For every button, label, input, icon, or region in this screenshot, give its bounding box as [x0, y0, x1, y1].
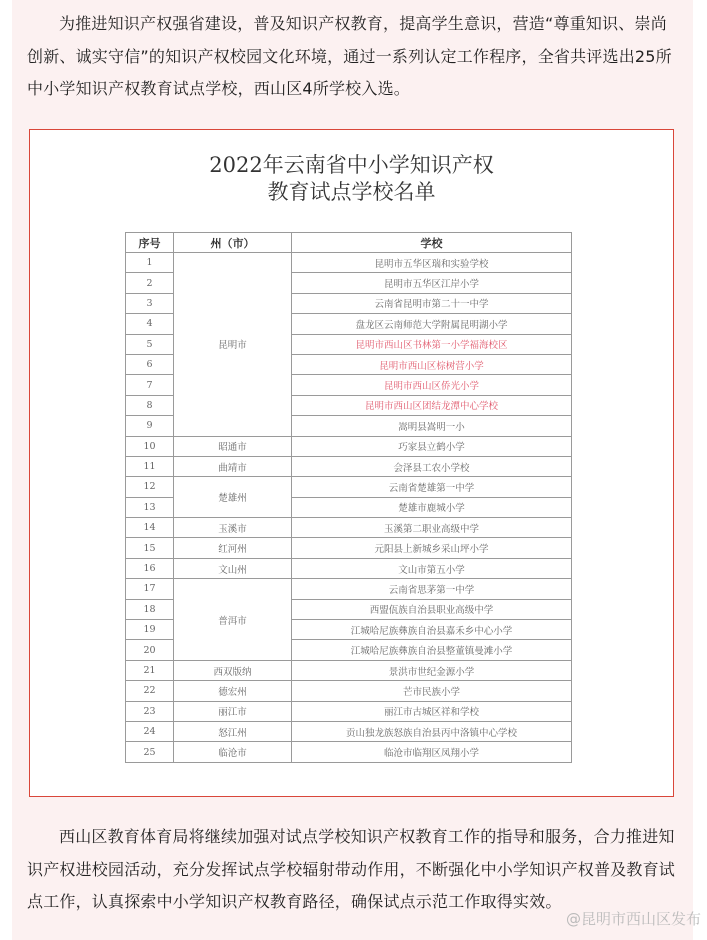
row-region: 昆明市: [174, 253, 292, 437]
row-school: 江城哈尼族彝族自治县嘉禾乡中心小学: [292, 620, 572, 640]
row-number: 1: [126, 253, 174, 273]
row-number: 17: [126, 579, 174, 599]
row-school: 元阳县上新城乡采山坪小学: [292, 538, 572, 558]
row-number: 8: [126, 395, 174, 415]
table-row: [126, 558, 572, 578]
row-number: 5: [126, 334, 174, 354]
row-number: 18: [126, 599, 174, 619]
table-row: [126, 660, 572, 680]
header-no: 序号: [126, 233, 174, 253]
row-school: 江城哈尼族彝族自治县整董镇曼滩小学: [292, 640, 572, 660]
table-row: [126, 477, 572, 497]
row-school: 云南省昆明市第二十一中学: [292, 293, 572, 313]
row-region: 临沧市: [174, 742, 292, 762]
row-school: 景洪市世纪金源小学: [292, 660, 572, 680]
row-number: 9: [126, 416, 174, 436]
row-number: 11: [126, 456, 174, 476]
row-region: 曲靖市: [174, 456, 292, 476]
row-number: 21: [126, 660, 174, 680]
row-region: 文山州: [174, 558, 292, 578]
document-image: [29, 129, 674, 797]
outro-paragraph: 西山区教育体育局将继续加强对试点学校知识产权教育工作的指导和服务，合力推进知识产权进校园活动，充分发挥试点学校辐射带动作用，不断强化中小学知识产权普及教育试点工作，认真探索中小学知识产权教育路径，确保试点示范工作取得实效。: [27, 827, 676, 911]
row-number: 7: [126, 375, 174, 395]
row-school: 盘龙区云南师范大学附属昆明湖小学: [292, 314, 572, 334]
row-school: 昆明市西山区侨光小学: [292, 375, 572, 395]
header-school: 学校: [292, 233, 572, 253]
row-number: 22: [126, 681, 174, 701]
table-row: [126, 742, 572, 762]
row-school: 丽江市古城区祥和学校: [292, 701, 572, 721]
row-number: 4: [126, 314, 174, 334]
row-number: 15: [126, 538, 174, 558]
row-region: 德宏州: [174, 681, 292, 701]
row-number: 3: [126, 293, 174, 313]
row-number: 13: [126, 497, 174, 517]
row-number: 25: [126, 742, 174, 762]
row-number: 2: [126, 273, 174, 293]
row-school: 嵩明县嵩明一小: [292, 416, 572, 436]
row-school: 玉溪第二职业高级中学: [292, 518, 572, 538]
table-row: [126, 681, 572, 701]
row-school: 昆明市五华区江岸小学: [292, 273, 572, 293]
intro-paragraph: 为推进知识产权强省建设，普及知识产权教育，提高学生意识，营造“尊重知识、崇尚创新、诚实守信”的知识产权校园文化环境，通过一系列认定工作程序，全省共评选出25所中小学知识产权教育试点学校，西山区4所学校入选。: [27, 14, 672, 98]
row-number: 12: [126, 477, 174, 497]
row-school: 昆明市西山区团结龙潭中心学校: [292, 395, 572, 415]
row-region: 红河州: [174, 538, 292, 558]
row-school: 昆明市西山区书林第一小学福海校区: [292, 334, 572, 354]
row-number: 24: [126, 721, 174, 741]
header-region: 州（市）: [174, 233, 292, 253]
row-region: 普洱市: [174, 579, 292, 661]
table-row: [126, 518, 572, 538]
row-school: 芒市民族小学: [292, 681, 572, 701]
row-school: 昆明市五华区瑞和实验学校: [292, 253, 572, 273]
row-school: 云南省楚雄第一中学: [292, 477, 572, 497]
row-school: 临沧市临翔区凤翔小学: [292, 742, 572, 762]
row-school: 昆明市西山区棕树营小学: [292, 354, 572, 374]
row-number: 20: [126, 640, 174, 660]
table-row: [126, 721, 572, 741]
table-row: [126, 701, 572, 721]
row-school: 贡山独龙族怒族自治县丙中洛镇中心学校: [292, 721, 572, 741]
title-line-2: 教育试点学校名单: [267, 180, 436, 204]
row-number: 10: [126, 436, 174, 456]
row-region: 西双版纳: [174, 660, 292, 680]
row-school: 楚雄市鹿城小学: [292, 497, 572, 517]
row-school: 云南省思茅第一中学: [292, 579, 572, 599]
row-school: 巧家县立鹤小学: [292, 436, 572, 456]
table-row: [126, 579, 572, 599]
table-row: [126, 538, 572, 558]
row-region: 怒江州: [174, 721, 292, 741]
table-row: [126, 456, 572, 476]
row-number: 16: [126, 558, 174, 578]
row-region: 昭通市: [174, 436, 292, 456]
row-number: 6: [126, 354, 174, 374]
row-region: 丽江市: [174, 701, 292, 721]
school-list-table: [125, 232, 572, 763]
row-school: 会泽县工农小学校: [292, 456, 572, 476]
table-row: [126, 436, 572, 456]
table-row: [126, 253, 572, 273]
row-region: 楚雄州: [174, 477, 292, 518]
row-school: 文山市第五小学: [292, 558, 572, 578]
row-number: 14: [126, 518, 174, 538]
watermark: @昆明市西山区发布: [565, 910, 701, 928]
title-line-1: 2022年云南省中小学知识产权: [209, 153, 494, 177]
document-title: [30, 152, 673, 206]
row-region: 玉溪市: [174, 518, 292, 538]
row-number: 19: [126, 620, 174, 640]
row-number: 23: [126, 701, 174, 721]
row-school: 西盟佤族自治县职业高级中学: [292, 599, 572, 619]
